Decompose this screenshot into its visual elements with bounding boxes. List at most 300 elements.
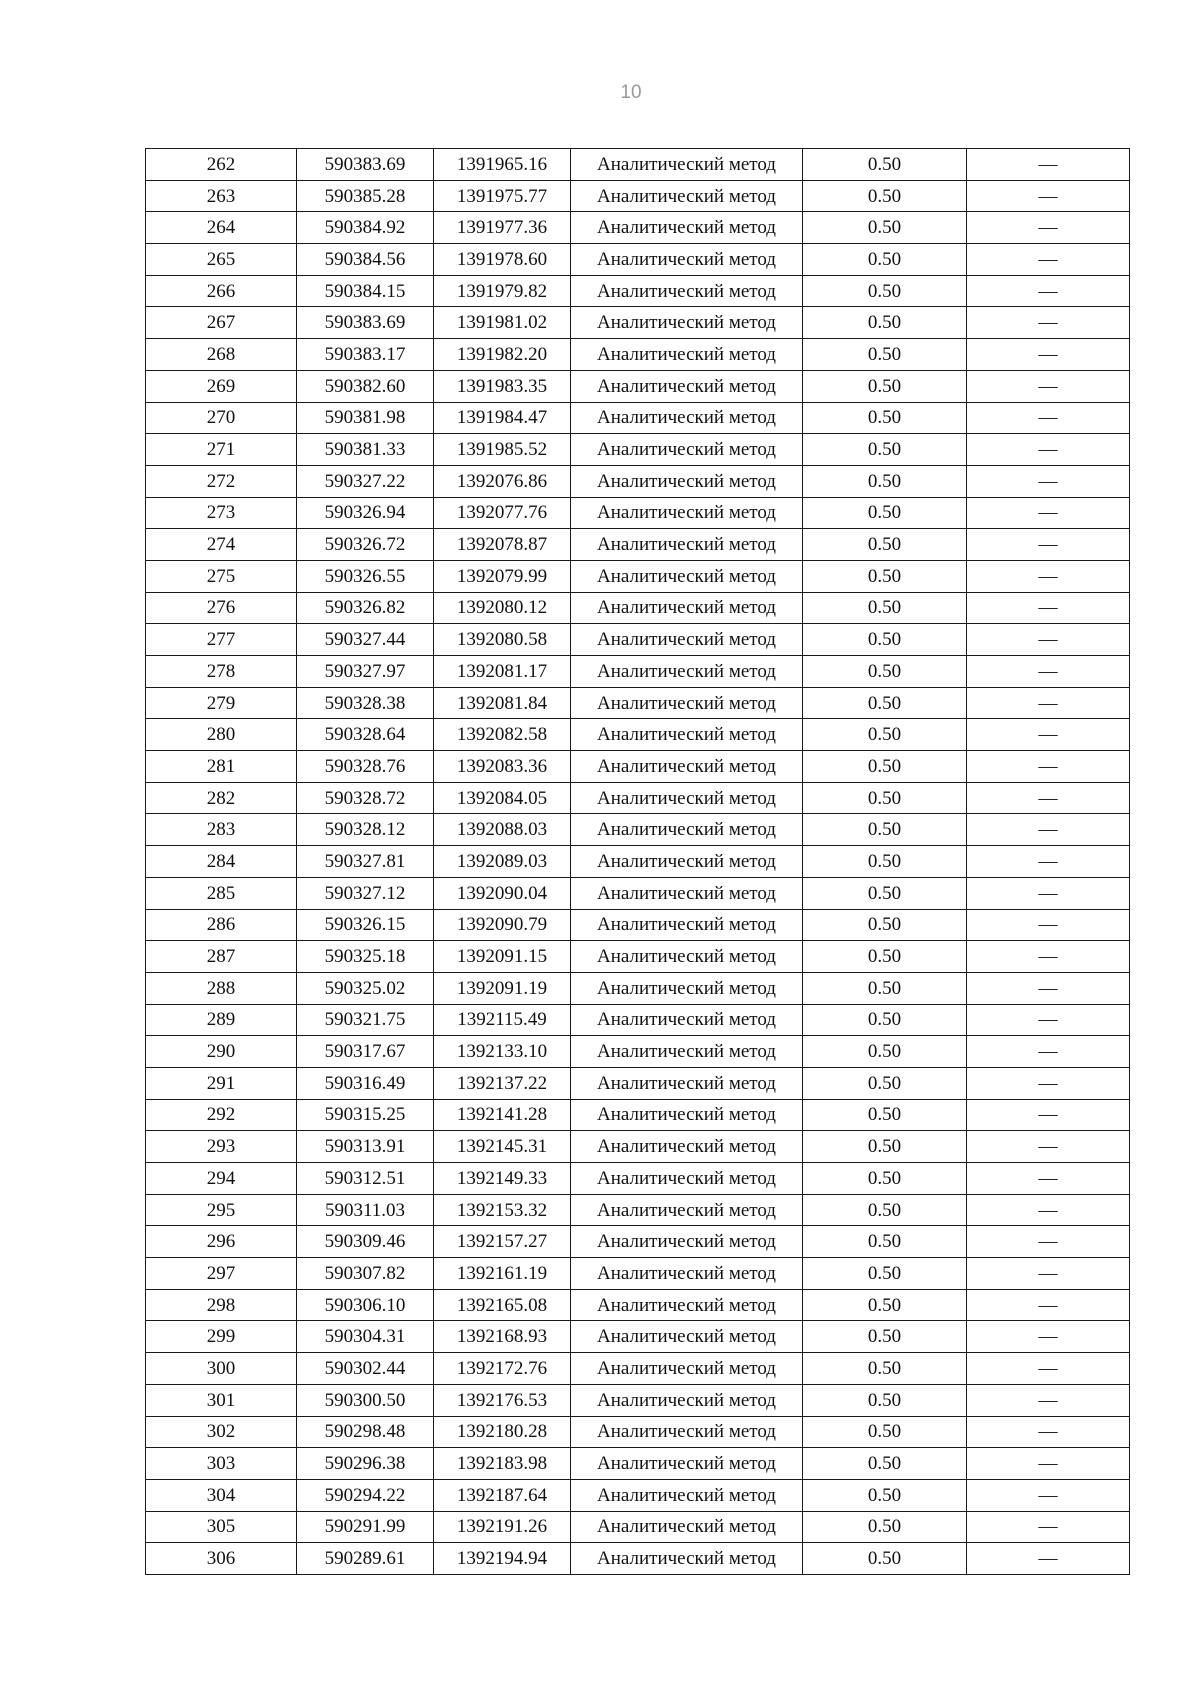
table-row xyxy=(146,592,1130,624)
method-cell: Аналитический метод xyxy=(571,180,803,212)
accuracy-cell: 0.50 xyxy=(803,814,967,846)
x-coordinate-cell: 590326.55 xyxy=(297,560,434,592)
table-row xyxy=(146,719,1130,751)
table-row xyxy=(146,465,1130,497)
x-coordinate-cell: 590298.48 xyxy=(297,1416,434,1448)
description-cell: — xyxy=(967,1479,1130,1511)
accuracy-cell: 0.50 xyxy=(803,719,967,751)
point-number-cell: 273 xyxy=(146,497,297,529)
y-coordinate-cell: 1391981.02 xyxy=(434,307,571,339)
table-row xyxy=(146,656,1130,688)
description-cell: — xyxy=(967,149,1130,181)
table-row xyxy=(146,687,1130,719)
description-cell: — xyxy=(967,1289,1130,1321)
x-coordinate-cell: 590328.12 xyxy=(297,814,434,846)
point-number-cell: 262 xyxy=(146,149,297,181)
y-coordinate-cell: 1391977.36 xyxy=(434,212,571,244)
method-cell: Аналитический метод xyxy=(571,877,803,909)
accuracy-cell: 0.50 xyxy=(803,846,967,878)
description-cell: — xyxy=(967,814,1130,846)
description-cell: — xyxy=(967,402,1130,434)
point-number-cell: 285 xyxy=(146,877,297,909)
description-cell: — xyxy=(967,339,1130,371)
accuracy-cell: 0.50 xyxy=(803,877,967,909)
accuracy-cell: 0.50 xyxy=(803,465,967,497)
method-cell: Аналитический метод xyxy=(571,560,803,592)
y-coordinate-cell: 1392083.36 xyxy=(434,751,571,783)
point-number-cell: 271 xyxy=(146,434,297,466)
accuracy-cell: 0.50 xyxy=(803,1099,967,1131)
table-row xyxy=(146,909,1130,941)
description-cell: — xyxy=(967,180,1130,212)
method-cell: Аналитический метод xyxy=(571,244,803,276)
accuracy-cell: 0.50 xyxy=(803,1258,967,1290)
table-row xyxy=(146,1226,1130,1258)
x-coordinate-cell: 590327.44 xyxy=(297,624,434,656)
table-row xyxy=(146,1353,1130,1385)
description-cell: — xyxy=(967,212,1130,244)
description-cell: — xyxy=(967,624,1130,656)
point-number-cell: 277 xyxy=(146,624,297,656)
point-number-cell: 280 xyxy=(146,719,297,751)
table-row xyxy=(146,1321,1130,1353)
description-cell: — xyxy=(967,307,1130,339)
y-coordinate-cell: 1391979.82 xyxy=(434,275,571,307)
method-cell: Аналитический метод xyxy=(571,1353,803,1385)
x-coordinate-cell: 590325.02 xyxy=(297,972,434,1004)
description-cell: — xyxy=(967,1511,1130,1543)
accuracy-cell: 0.50 xyxy=(803,1004,967,1036)
y-coordinate-cell: 1392133.10 xyxy=(434,1036,571,1068)
table-row xyxy=(146,1004,1130,1036)
point-number-cell: 287 xyxy=(146,941,297,973)
method-cell: Аналитический метод xyxy=(571,434,803,466)
description-cell: — xyxy=(967,972,1130,1004)
description-cell: — xyxy=(967,1226,1130,1258)
description-cell: — xyxy=(967,592,1130,624)
y-coordinate-cell: 1392081.17 xyxy=(434,656,571,688)
accuracy-cell: 0.50 xyxy=(803,972,967,1004)
x-coordinate-cell: 590384.15 xyxy=(297,275,434,307)
point-number-cell: 305 xyxy=(146,1511,297,1543)
y-coordinate-cell: 1392080.58 xyxy=(434,624,571,656)
x-coordinate-cell: 590381.33 xyxy=(297,434,434,466)
table-row xyxy=(146,1479,1130,1511)
y-coordinate-cell: 1392149.33 xyxy=(434,1163,571,1195)
table-row xyxy=(146,782,1130,814)
method-cell: Аналитический метод xyxy=(571,1226,803,1258)
table-row xyxy=(146,402,1130,434)
x-coordinate-cell: 590384.92 xyxy=(297,212,434,244)
method-cell: Аналитический метод xyxy=(571,687,803,719)
table-row xyxy=(146,1131,1130,1163)
point-number-cell: 264 xyxy=(146,212,297,244)
point-number-cell: 267 xyxy=(146,307,297,339)
point-number-cell: 289 xyxy=(146,1004,297,1036)
method-cell: Аналитический метод xyxy=(571,846,803,878)
x-coordinate-cell: 590327.12 xyxy=(297,877,434,909)
y-coordinate-cell: 1392115.49 xyxy=(434,1004,571,1036)
accuracy-cell: 0.50 xyxy=(803,275,967,307)
method-cell: Аналитический метод xyxy=(571,339,803,371)
y-coordinate-cell: 1392078.87 xyxy=(434,529,571,561)
point-number-cell: 265 xyxy=(146,244,297,276)
table-row xyxy=(146,751,1130,783)
y-coordinate-cell: 1392084.05 xyxy=(434,782,571,814)
x-coordinate-cell: 590317.67 xyxy=(297,1036,434,1068)
description-cell: — xyxy=(967,1004,1130,1036)
method-cell: Аналитический метод xyxy=(571,624,803,656)
accuracy-cell: 0.50 xyxy=(803,1226,967,1258)
method-cell: Аналитический метод xyxy=(571,1099,803,1131)
method-cell: Аналитический метод xyxy=(571,275,803,307)
table-row xyxy=(146,814,1130,846)
description-cell: — xyxy=(967,909,1130,941)
point-number-cell: 299 xyxy=(146,1321,297,1353)
point-number-cell: 275 xyxy=(146,560,297,592)
method-cell: Аналитический метод xyxy=(571,814,803,846)
x-coordinate-cell: 590307.82 xyxy=(297,1258,434,1290)
description-cell: — xyxy=(967,1416,1130,1448)
point-number-cell: 306 xyxy=(146,1543,297,1575)
y-coordinate-cell: 1392168.93 xyxy=(434,1321,571,1353)
accuracy-cell: 0.50 xyxy=(803,339,967,371)
accuracy-cell: 0.50 xyxy=(803,307,967,339)
accuracy-cell: 0.50 xyxy=(803,1416,967,1448)
y-coordinate-cell: 1392077.76 xyxy=(434,497,571,529)
point-number-cell: 278 xyxy=(146,656,297,688)
y-coordinate-cell: 1392153.32 xyxy=(434,1194,571,1226)
description-cell: — xyxy=(967,497,1130,529)
point-number-cell: 290 xyxy=(146,1036,297,1068)
point-number-cell: 276 xyxy=(146,592,297,624)
x-coordinate-cell: 590328.38 xyxy=(297,687,434,719)
x-coordinate-cell: 590300.50 xyxy=(297,1384,434,1416)
x-coordinate-cell: 590381.98 xyxy=(297,402,434,434)
x-coordinate-cell: 590302.44 xyxy=(297,1353,434,1385)
method-cell: Аналитический метод xyxy=(571,402,803,434)
method-cell: Аналитический метод xyxy=(571,212,803,244)
accuracy-cell: 0.50 xyxy=(803,1194,967,1226)
method-cell: Аналитический метод xyxy=(571,149,803,181)
point-number-cell: 293 xyxy=(146,1131,297,1163)
x-coordinate-cell: 590326.94 xyxy=(297,497,434,529)
x-coordinate-cell: 590312.51 xyxy=(297,1163,434,1195)
accuracy-cell: 0.50 xyxy=(803,149,967,181)
description-cell: — xyxy=(967,434,1130,466)
accuracy-cell: 0.50 xyxy=(803,402,967,434)
y-coordinate-cell: 1392090.79 xyxy=(434,909,571,941)
table-row xyxy=(146,560,1130,592)
method-cell: Аналитический метод xyxy=(571,1321,803,1353)
accuracy-cell: 0.50 xyxy=(803,1067,967,1099)
x-coordinate-cell: 590315.25 xyxy=(297,1099,434,1131)
point-number-cell: 292 xyxy=(146,1099,297,1131)
x-coordinate-cell: 590383.69 xyxy=(297,307,434,339)
y-coordinate-cell: 1392145.31 xyxy=(434,1131,571,1163)
accuracy-cell: 0.50 xyxy=(803,560,967,592)
point-number-cell: 304 xyxy=(146,1479,297,1511)
table-row xyxy=(146,1258,1130,1290)
table-row xyxy=(146,972,1130,1004)
x-coordinate-cell: 590328.76 xyxy=(297,751,434,783)
point-number-cell: 284 xyxy=(146,846,297,878)
accuracy-cell: 0.50 xyxy=(803,244,967,276)
x-coordinate-cell: 590328.64 xyxy=(297,719,434,751)
y-coordinate-cell: 1392172.76 xyxy=(434,1353,571,1385)
y-coordinate-cell: 1391978.60 xyxy=(434,244,571,276)
description-cell: — xyxy=(967,560,1130,592)
x-coordinate-cell: 590327.81 xyxy=(297,846,434,878)
x-coordinate-cell: 590384.56 xyxy=(297,244,434,276)
table-row xyxy=(146,1194,1130,1226)
y-coordinate-cell: 1392183.98 xyxy=(434,1448,571,1480)
table-row xyxy=(146,877,1130,909)
accuracy-cell: 0.50 xyxy=(803,529,967,561)
x-coordinate-cell: 590325.18 xyxy=(297,941,434,973)
point-number-cell: 302 xyxy=(146,1416,297,1448)
point-number-cell: 281 xyxy=(146,751,297,783)
point-number-cell: 294 xyxy=(146,1163,297,1195)
method-cell: Аналитический метод xyxy=(571,1036,803,1068)
accuracy-cell: 0.50 xyxy=(803,370,967,402)
y-coordinate-cell: 1392090.04 xyxy=(434,877,571,909)
table-row xyxy=(146,434,1130,466)
table-row xyxy=(146,212,1130,244)
description-cell: — xyxy=(967,656,1130,688)
description-cell: — xyxy=(967,1543,1130,1575)
point-number-cell: 301 xyxy=(146,1384,297,1416)
coordinates-table xyxy=(145,148,1130,1575)
accuracy-cell: 0.50 xyxy=(803,1036,967,1068)
description-cell: — xyxy=(967,1036,1130,1068)
x-coordinate-cell: 590304.31 xyxy=(297,1321,434,1353)
accuracy-cell: 0.50 xyxy=(803,592,967,624)
method-cell: Аналитический метод xyxy=(571,1384,803,1416)
point-number-cell: 296 xyxy=(146,1226,297,1258)
accuracy-cell: 0.50 xyxy=(803,1353,967,1385)
accuracy-cell: 0.50 xyxy=(803,656,967,688)
description-cell: — xyxy=(967,846,1130,878)
description-cell: — xyxy=(967,529,1130,561)
description-cell: — xyxy=(967,719,1130,751)
table-row xyxy=(146,307,1130,339)
y-coordinate-cell: 1391983.35 xyxy=(434,370,571,402)
description-cell: — xyxy=(967,1353,1130,1385)
description-cell: — xyxy=(967,1163,1130,1195)
accuracy-cell: 0.50 xyxy=(803,1543,967,1575)
description-cell: — xyxy=(967,941,1130,973)
method-cell: Аналитический метод xyxy=(571,1289,803,1321)
method-cell: Аналитический метод xyxy=(571,719,803,751)
point-number-cell: 283 xyxy=(146,814,297,846)
accuracy-cell: 0.50 xyxy=(803,782,967,814)
method-cell: Аналитический метод xyxy=(571,497,803,529)
method-cell: Аналитический метод xyxy=(571,1067,803,1099)
table-row xyxy=(146,1416,1130,1448)
y-coordinate-cell: 1392080.12 xyxy=(434,592,571,624)
accuracy-cell: 0.50 xyxy=(803,1479,967,1511)
table-row xyxy=(146,1099,1130,1131)
y-coordinate-cell: 1392165.08 xyxy=(434,1289,571,1321)
accuracy-cell: 0.50 xyxy=(803,1511,967,1543)
method-cell: Аналитический метод xyxy=(571,370,803,402)
method-cell: Аналитический метод xyxy=(571,1163,803,1195)
table-row xyxy=(146,370,1130,402)
description-cell: — xyxy=(967,1099,1130,1131)
method-cell: Аналитический метод xyxy=(571,1131,803,1163)
description-cell: — xyxy=(967,1448,1130,1480)
method-cell: Аналитический метод xyxy=(571,656,803,688)
table-row xyxy=(146,529,1130,561)
accuracy-cell: 0.50 xyxy=(803,1384,967,1416)
point-number-cell: 263 xyxy=(146,180,297,212)
description-cell: — xyxy=(967,782,1130,814)
y-coordinate-cell: 1392081.84 xyxy=(434,687,571,719)
method-cell: Аналитический метод xyxy=(571,751,803,783)
method-cell: Аналитический метод xyxy=(571,1194,803,1226)
method-cell: Аналитический метод xyxy=(571,1511,803,1543)
table-row xyxy=(146,149,1130,181)
table-row xyxy=(146,846,1130,878)
table-row xyxy=(146,497,1130,529)
x-coordinate-cell: 590327.22 xyxy=(297,465,434,497)
table-row xyxy=(146,1163,1130,1195)
x-coordinate-cell: 590311.03 xyxy=(297,1194,434,1226)
point-number-cell: 295 xyxy=(146,1194,297,1226)
method-cell: Аналитический метод xyxy=(571,1479,803,1511)
x-coordinate-cell: 590289.61 xyxy=(297,1543,434,1575)
description-cell: — xyxy=(967,465,1130,497)
table-row xyxy=(146,275,1130,307)
accuracy-cell: 0.50 xyxy=(803,434,967,466)
description-cell: — xyxy=(967,1321,1130,1353)
table-row xyxy=(146,1067,1130,1099)
y-coordinate-cell: 1392194.94 xyxy=(434,1543,571,1575)
y-coordinate-cell: 1392088.03 xyxy=(434,814,571,846)
description-cell: — xyxy=(967,751,1130,783)
method-cell: Аналитический метод xyxy=(571,941,803,973)
y-coordinate-cell: 1391965.16 xyxy=(434,149,571,181)
description-cell: — xyxy=(967,1384,1130,1416)
accuracy-cell: 0.50 xyxy=(803,1289,967,1321)
y-coordinate-cell: 1391984.47 xyxy=(434,402,571,434)
point-number-cell: 303 xyxy=(146,1448,297,1480)
y-coordinate-cell: 1392180.28 xyxy=(434,1416,571,1448)
coordinates-table-body xyxy=(146,149,1130,1575)
x-coordinate-cell: 590294.22 xyxy=(297,1479,434,1511)
y-coordinate-cell: 1392161.19 xyxy=(434,1258,571,1290)
description-cell: — xyxy=(967,877,1130,909)
y-coordinate-cell: 1392091.19 xyxy=(434,972,571,1004)
method-cell: Аналитический метод xyxy=(571,1004,803,1036)
x-coordinate-cell: 590383.17 xyxy=(297,339,434,371)
description-cell: — xyxy=(967,1067,1130,1099)
description-cell: — xyxy=(967,244,1130,276)
point-number-cell: 300 xyxy=(146,1353,297,1385)
method-cell: Аналитический метод xyxy=(571,1258,803,1290)
x-coordinate-cell: 590321.75 xyxy=(297,1004,434,1036)
method-cell: Аналитический метод xyxy=(571,307,803,339)
accuracy-cell: 0.50 xyxy=(803,624,967,656)
description-cell: — xyxy=(967,1194,1130,1226)
accuracy-cell: 0.50 xyxy=(803,687,967,719)
x-coordinate-cell: 590383.69 xyxy=(297,149,434,181)
point-number-cell: 266 xyxy=(146,275,297,307)
method-cell: Аналитический метод xyxy=(571,782,803,814)
x-coordinate-cell: 590326.72 xyxy=(297,529,434,561)
accuracy-cell: 0.50 xyxy=(803,180,967,212)
y-coordinate-cell: 1391985.52 xyxy=(434,434,571,466)
method-cell: Аналитический метод xyxy=(571,529,803,561)
table-row xyxy=(146,1511,1130,1543)
description-cell: — xyxy=(967,275,1130,307)
accuracy-cell: 0.50 xyxy=(803,1321,967,1353)
x-coordinate-cell: 590382.60 xyxy=(297,370,434,402)
point-number-cell: 297 xyxy=(146,1258,297,1290)
table-row xyxy=(146,941,1130,973)
y-coordinate-cell: 1392157.27 xyxy=(434,1226,571,1258)
accuracy-cell: 0.50 xyxy=(803,1163,967,1195)
x-coordinate-cell: 590385.28 xyxy=(297,180,434,212)
accuracy-cell: 0.50 xyxy=(803,212,967,244)
x-coordinate-cell: 590313.91 xyxy=(297,1131,434,1163)
method-cell: Аналитический метод xyxy=(571,1543,803,1575)
point-number-cell: 286 xyxy=(146,909,297,941)
method-cell: Аналитический метод xyxy=(571,1448,803,1480)
y-coordinate-cell: 1392082.58 xyxy=(434,719,571,751)
accuracy-cell: 0.50 xyxy=(803,941,967,973)
y-coordinate-cell: 1392187.64 xyxy=(434,1479,571,1511)
y-coordinate-cell: 1392076.86 xyxy=(434,465,571,497)
x-coordinate-cell: 590328.72 xyxy=(297,782,434,814)
point-number-cell: 298 xyxy=(146,1289,297,1321)
x-coordinate-cell: 590326.15 xyxy=(297,909,434,941)
x-coordinate-cell: 590326.82 xyxy=(297,592,434,624)
point-number-cell: 274 xyxy=(146,529,297,561)
point-number-cell: 269 xyxy=(146,370,297,402)
method-cell: Аналитический метод xyxy=(571,592,803,624)
method-cell: Аналитический метод xyxy=(571,909,803,941)
y-coordinate-cell: 1392191.26 xyxy=(434,1511,571,1543)
x-coordinate-cell: 590291.99 xyxy=(297,1511,434,1543)
table-row xyxy=(146,1543,1130,1575)
description-cell: — xyxy=(967,370,1130,402)
description-cell: — xyxy=(967,1258,1130,1290)
point-number-cell: 288 xyxy=(146,972,297,1004)
point-number-cell: 282 xyxy=(146,782,297,814)
method-cell: Аналитический метод xyxy=(571,1416,803,1448)
y-coordinate-cell: 1392141.28 xyxy=(434,1099,571,1131)
description-cell: — xyxy=(967,1131,1130,1163)
table-row xyxy=(146,624,1130,656)
accuracy-cell: 0.50 xyxy=(803,1448,967,1480)
table-row xyxy=(146,244,1130,276)
x-coordinate-cell: 590316.49 xyxy=(297,1067,434,1099)
point-number-cell: 291 xyxy=(146,1067,297,1099)
description-cell: — xyxy=(967,687,1130,719)
table-row xyxy=(146,1289,1130,1321)
y-coordinate-cell: 1391975.77 xyxy=(434,180,571,212)
method-cell: Аналитический метод xyxy=(571,465,803,497)
x-coordinate-cell: 590296.38 xyxy=(297,1448,434,1480)
x-coordinate-cell: 590309.46 xyxy=(297,1226,434,1258)
y-coordinate-cell: 1392176.53 xyxy=(434,1384,571,1416)
table-row xyxy=(146,1384,1130,1416)
page-number: 10 xyxy=(620,82,642,103)
accuracy-cell: 0.50 xyxy=(803,751,967,783)
table-row xyxy=(146,339,1130,371)
